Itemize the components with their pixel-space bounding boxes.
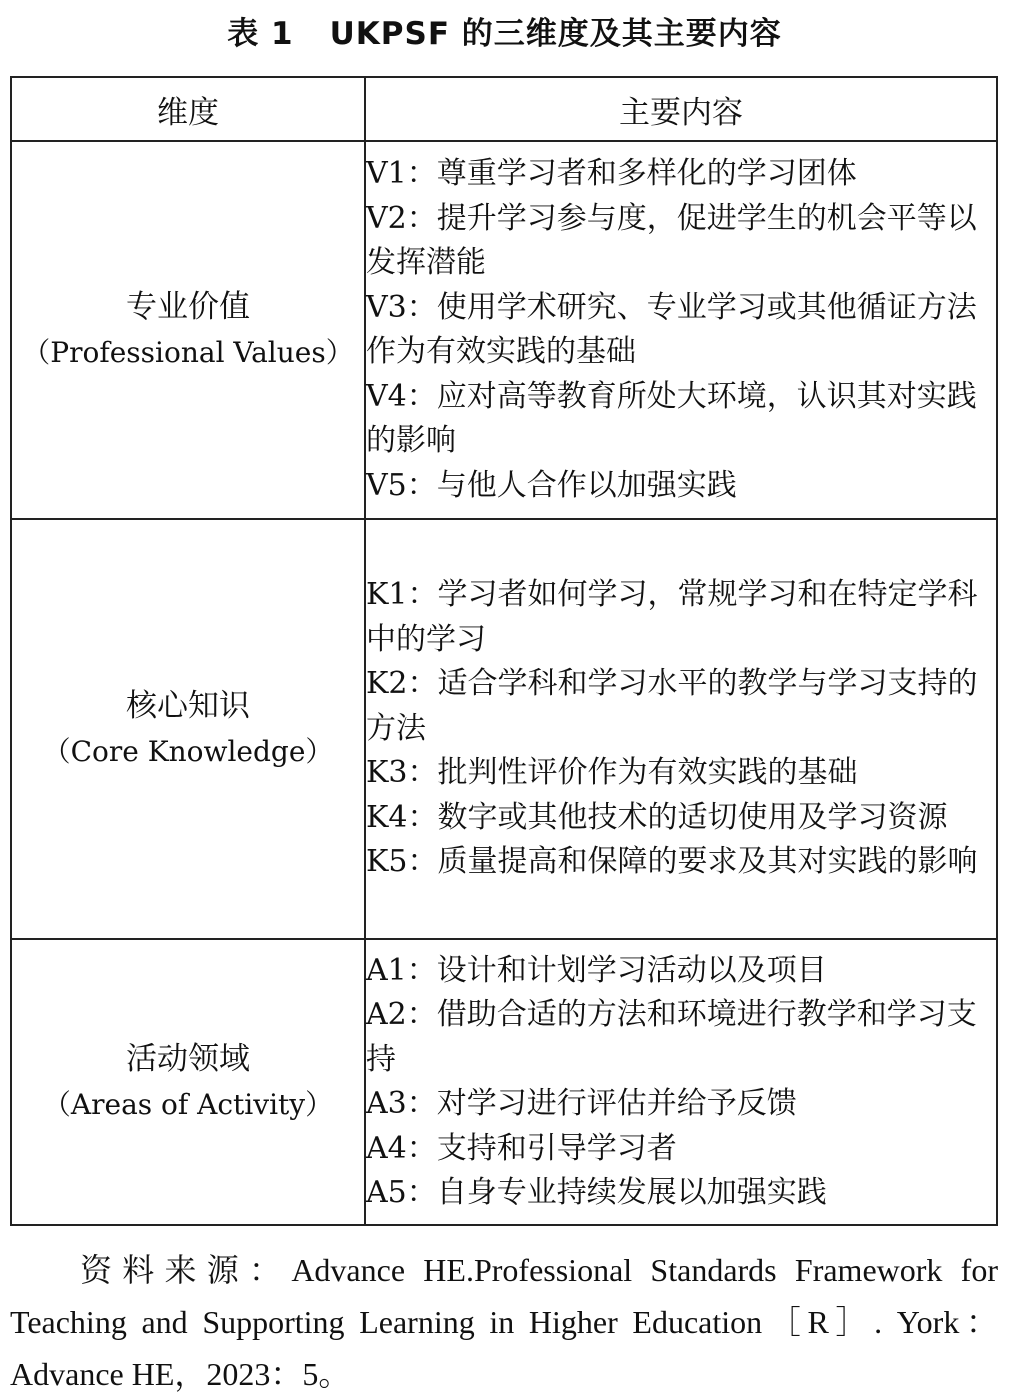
- dimension-name: 专业价值: [126, 289, 250, 325]
- table-title: [0, 8, 1009, 53]
- list-item: A1：设计和计划学习活动以及项目: [366, 952, 827, 988]
- dimension-cell: [11, 939, 365, 1225]
- list-item: A2：借助合适的方法和环境进行教学和学习支持: [366, 997, 977, 1077]
- dimension-english: （Professional Values）: [22, 336, 354, 369]
- list-item: K3：批判性评价作为有效实践的基础: [366, 755, 858, 791]
- header-dimension: 维度: [11, 77, 365, 141]
- dimension-name: 核心知识: [126, 688, 250, 724]
- list-item: A3：对学习进行评估并给予反馈: [366, 1086, 797, 1121]
- table-row: [11, 519, 997, 939]
- dimension-english: （Core Knowledge）: [42, 735, 334, 768]
- dimension-cell: [11, 141, 365, 519]
- table-header-row: [11, 77, 997, 141]
- list-item: V1：尊重学习者和多样化的学习团体: [366, 156, 857, 191]
- list-item: V2：提升学习参与度，促进学生的机会平等以发挥潜能: [366, 200, 977, 280]
- content-cell: [365, 141, 997, 519]
- table-number: 表 1: [227, 16, 294, 52]
- list-item: A5：自身专业持续发展以加强实践: [366, 1175, 827, 1210]
- list-item: K4：数字或其他技术的适切使用及学习资源: [366, 799, 948, 835]
- list-item: K2：适合学科和学习水平的教学与学习支持的方法: [366, 666, 978, 746]
- content-cell: [365, 939, 997, 1225]
- dimension-name: 活动领域: [126, 1041, 250, 1077]
- table-row: [11, 141, 997, 519]
- list-item: A4：支持和引导学习者: [366, 1130, 677, 1166]
- list-item: K1：学习者如何学习，常规学习和在特定学科中的学习: [366, 577, 978, 657]
- list-item: V4：应对高等教育所处大环境，认识其对实践的影响: [366, 378, 977, 458]
- dimension-cell: [11, 519, 365, 939]
- list-item: K5：质量提高和保障的要求及其对实践的影响: [366, 844, 978, 880]
- dimension-english: （Areas of Activity）: [42, 1088, 334, 1121]
- header-main-content: 主要内容: [365, 77, 997, 141]
- list-item: V3：使用学术研究、专业学习或其他循证方法作为有效实践的基础: [366, 289, 977, 369]
- table-row: [11, 939, 997, 1225]
- source-note: 资料来源：Advance HE.Professional Standards Framework for Teaching and Supporting Learning in Higher Education［R］. York：Advance HE，2023：5。: [10, 1252, 998, 1392]
- content-cell: [365, 519, 997, 939]
- ukpsf-table: [10, 76, 998, 1226]
- table-title-text: UKPSF 的三维度及其主要内容: [329, 16, 782, 52]
- list-item: V5：与他人合作以加强实践: [366, 467, 737, 503]
